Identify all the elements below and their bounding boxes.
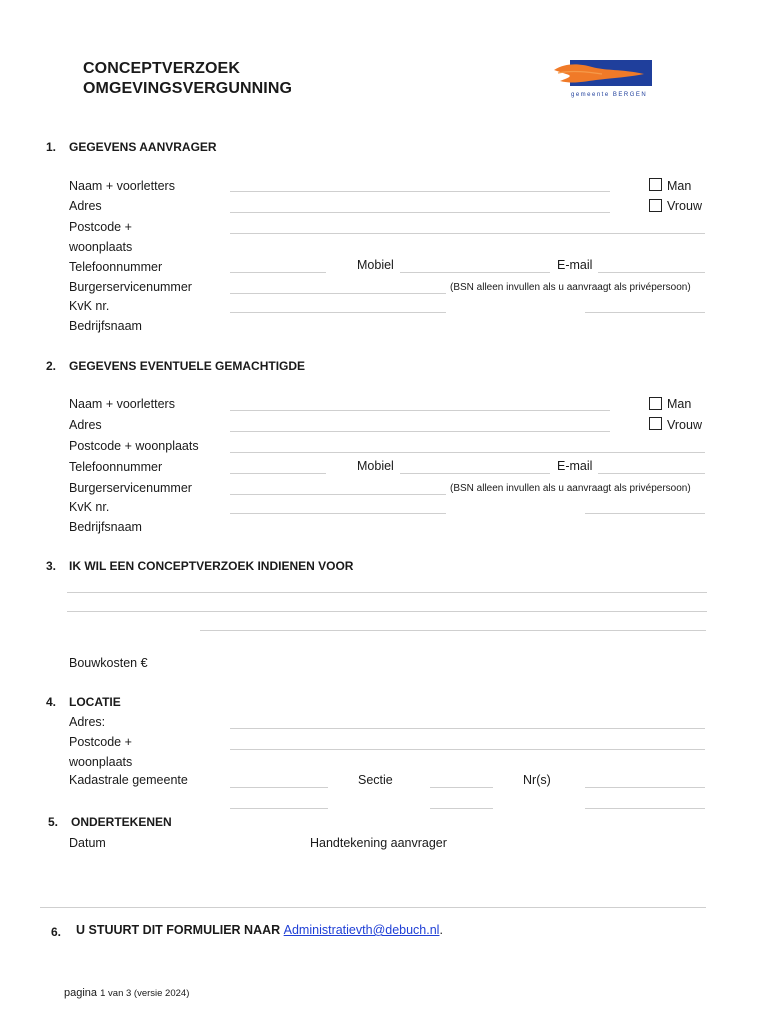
label-kadastrale-gemeente: Kadastrale gemeente	[69, 773, 188, 787]
input-locatie-adres[interactable]	[230, 728, 705, 729]
input-omschrijving-line3[interactable]	[200, 630, 706, 631]
input-kvk-extra[interactable]	[585, 312, 705, 313]
label-adres-gemachtigde: Adres	[69, 418, 102, 432]
section4-number: 4.	[46, 695, 57, 709]
section4-title: LOCATIE	[69, 695, 121, 709]
label-bouwkosten: Bouwkosten €	[69, 656, 148, 670]
label-mobiel: Mobiel	[357, 258, 394, 272]
input-mobiel-gemachtigde[interactable]	[400, 473, 550, 474]
label-email-gemachtigde: E-mail	[557, 459, 593, 473]
label-bsn-gemachtigde: Burgerservicenummer	[69, 481, 192, 495]
input-omschrijving-line1[interactable]	[67, 592, 707, 593]
input-kvk-extra-gemachtigde[interactable]	[585, 513, 705, 514]
checkbox-vrouw-gemachtigde[interactable]	[649, 417, 662, 430]
input-kvk[interactable]	[230, 312, 446, 313]
label-bedrijfsnaam-gemachtigde: Bedrijfsnaam	[69, 520, 142, 534]
input-locatie-postcode[interactable]	[230, 749, 705, 750]
bsn-note: (BSN alleen invullen als u aanvraagt als privépersoon)	[450, 282, 691, 293]
label-nrs: Nr(s)	[523, 773, 551, 787]
label-man: Man	[667, 179, 692, 193]
section6-text: U STUURT DIT FORMULIER NAAR	[76, 923, 281, 937]
label-man-gemachtigde: Man	[667, 397, 692, 411]
input-email[interactable]	[598, 272, 705, 273]
section2-title: GEGEVENS EVENTUELE GEMACHTIGDE	[69, 359, 306, 373]
section1-number: 1.	[46, 140, 57, 154]
input-sectie[interactable]	[430, 787, 493, 788]
input-nrs[interactable]	[585, 787, 705, 788]
checkbox-man-gemachtigde[interactable]	[649, 397, 662, 410]
input-kadastrale-gemeente-2[interactable]	[230, 808, 328, 809]
section3-number: 3.	[46, 559, 57, 573]
label-adres: Adres	[69, 199, 102, 213]
input-adres[interactable]	[230, 212, 610, 213]
input-naam[interactable]	[230, 191, 610, 192]
label-mobiel-gemachtigde: Mobiel	[357, 459, 394, 473]
input-bsn-gemachtigde[interactable]	[230, 494, 446, 495]
label-handtekening: Handtekening aanvrager	[310, 836, 447, 850]
label-postcode-gemachtigde: Postcode + woonplaats	[69, 439, 199, 453]
checkbox-man[interactable]	[649, 178, 662, 191]
email-link[interactable]: Administratievth@debuch.nl	[283, 923, 440, 937]
label-telefoon: Telefoonnummer	[69, 260, 163, 274]
label-woonplaats: woonplaats	[69, 240, 133, 254]
label-locatie-woonplaats: woonplaats	[69, 755, 133, 769]
section5-number: 5.	[48, 815, 59, 829]
input-email-gemachtigde[interactable]	[598, 473, 705, 474]
logo-text: gemeente BERGEN	[571, 92, 648, 98]
label-naam-gemachtigde: Naam + voorletters	[69, 397, 175, 411]
checkbox-vrouw[interactable]	[649, 199, 662, 212]
label-locatie-adres: Adres:	[69, 715, 106, 729]
input-bsn[interactable]	[230, 293, 446, 294]
input-sectie-2[interactable]	[430, 808, 493, 809]
label-sectie: Sectie	[358, 773, 393, 787]
label-bsn: Burgerservicenummer	[69, 280, 192, 294]
section6-dot: .	[439, 923, 443, 937]
form-title-line1: CONCEPTVERZOEK	[83, 60, 240, 77]
gemeente-bergen-logo	[552, 58, 656, 100]
section2-number: 2.	[46, 359, 57, 373]
label-vrouw: Vrouw	[667, 199, 702, 213]
input-kvk-gemachtigde[interactable]	[230, 513, 446, 514]
label-postcode: Postcode +	[69, 220, 132, 234]
input-naam-gemachtigde[interactable]	[230, 410, 610, 411]
input-mobiel[interactable]	[400, 272, 550, 273]
section1-title: GEGEVENS AANVRAGER	[69, 140, 217, 154]
label-vrouw-gemachtigde: Vrouw	[667, 418, 702, 432]
label-datum: Datum	[69, 836, 106, 850]
input-telefoon-gemachtigde[interactable]	[230, 473, 326, 474]
label-naam: Naam + voorletters	[69, 179, 175, 193]
footer-page-word: pagina	[64, 987, 98, 999]
input-adres-gemachtigde[interactable]	[230, 431, 610, 432]
input-nrs-2[interactable]	[585, 808, 705, 809]
label-kvk: KvK nr.	[69, 299, 110, 313]
section3-title: IK WIL EEN CONCEPTVERZOEK INDIENEN VOOR	[69, 559, 354, 573]
input-omschrijving-line2[interactable]	[67, 611, 707, 612]
page-footer	[64, 987, 189, 999]
input-postcode-gemachtigde[interactable]	[230, 452, 705, 453]
section6-number: 6.	[51, 925, 62, 939]
form-title-line2: OMGEVINGSVERGUNNING	[83, 80, 293, 97]
signature-line[interactable]	[40, 907, 706, 908]
label-telefoon-gemachtigde: Telefoonnummer	[69, 460, 163, 474]
bsn-note-gemachtigde: (BSN alleen invullen als u aanvraagt als privépersoon)	[450, 483, 691, 494]
section5-title: ONDERTEKENEN	[71, 815, 172, 829]
input-kadastrale-gemeente[interactable]	[230, 787, 328, 788]
label-email: E-mail	[557, 258, 593, 272]
input-telefoon[interactable]	[230, 272, 326, 273]
input-postcode-woonplaats[interactable]	[230, 233, 705, 234]
label-kvk-gemachtigde: KvK nr.	[69, 500, 110, 514]
footer-page-info: 1 van 3 (versie 2024)	[100, 988, 190, 999]
label-bedrijfsnaam: Bedrijfsnaam	[69, 319, 142, 333]
label-locatie-postcode: Postcode +	[69, 735, 132, 749]
section6-line	[76, 923, 443, 937]
